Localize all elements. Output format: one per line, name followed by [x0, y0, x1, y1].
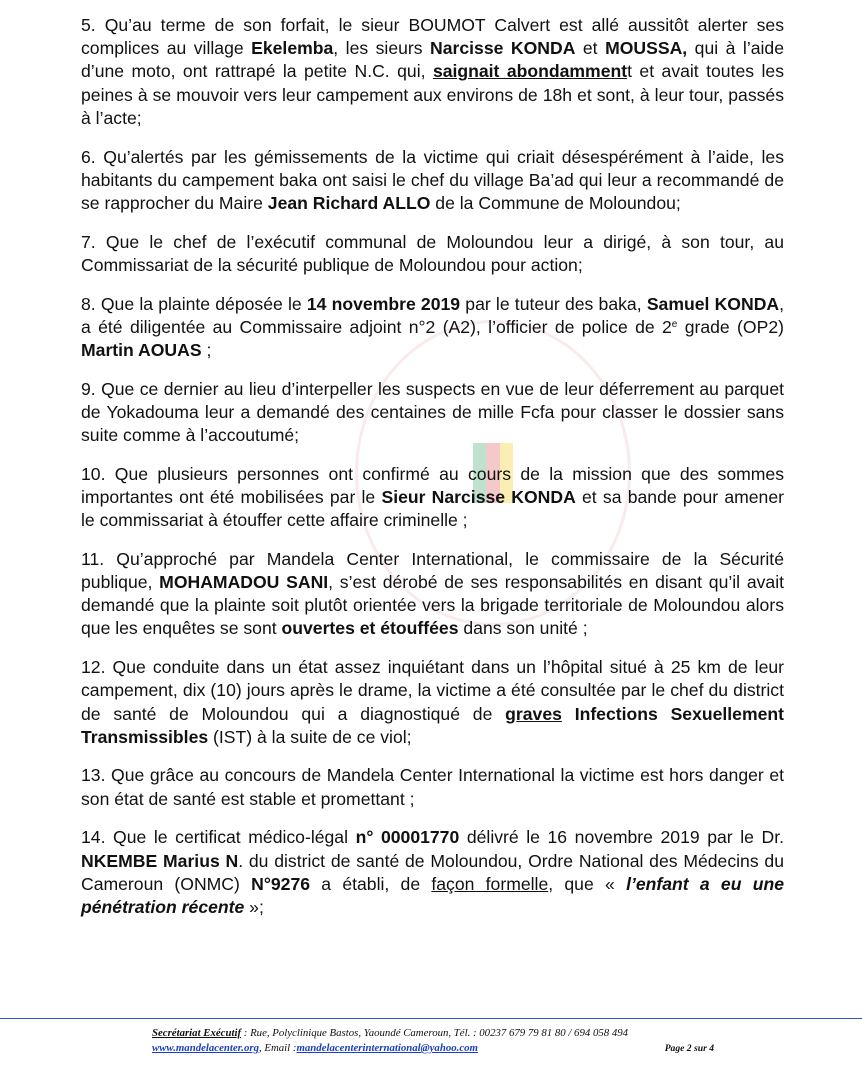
page-footer — [152, 1026, 752, 1056]
paragraph-10: 10. Que plusieurs personnes ont confirmé au cours de la mission que des sommes importantes ont été mobilisées par le Sieur Narcisse KONDA et sa bande pour amener le commissariat à étouffer cette affaire criminelle ; — [81, 463, 784, 531]
footer-contacts: www.mandelacenter.org , Email : mandelacenterinternational@yahoo.com — [152, 1042, 478, 1054]
paragraph-5: 5. Qu’au terme de son forfait, le sieur BOUMOT Calvert est allé aussitôt alerter ses complices au village Ekelemba, les sieurs Narcisse KONDA et MOUSSA, qui à l’aide d’une moto, ont rattrapé la petite N.C. qui, saignait abondammentt et avait toutes les peines à se mouvoir vers leur campement aux environs de 18h et sont, à leur tour, passés à l’acte; — [81, 15, 784, 128]
paragraph-14: 14. Que le certificat médico-légal n° 00001770 délivré le 16 novembre 2019 par le Dr. NKEMBE Marius N. du district de santé de Moloundou, Ordre National des Médecins du Cameroun (ONMC) N°9276 a établi, de façon formelle, que « l’enfant a eu une pénétration récente »; — [81, 827, 784, 917]
document-body — [81, 14, 784, 935]
website-link[interactable]: www.mandelacenter.org — [152, 1042, 259, 1054]
footer-address: Secrétariat Exécutif : Rue, Polyclinique Bastos, Yaoundé Cameroun, Tél. : 00237 679 79 81 80 / 694 058 494 — [152, 1027, 629, 1039]
paragraph-7: 7. Que le chef de l’exécutif communal de Moloundou leur a dirigé, à son tour, au Commissariat de la sécurité publique de Moloundou pour action; — [81, 231, 784, 275]
paragraph-6: 6. Qu’alertés par les gémissements de la victime qui criait désespérément à l’aide, les habitants du campement baka ont saisi le chef du village Ba’ad qui leur a recommandé de se rapprocher du Maire Jean Richard ALLO de la Commune de Moloundou; — [81, 146, 784, 213]
footer-rule — [0, 1018, 862, 1019]
paragraph-9: 9. Que ce dernier au lieu d’interpeller les suspects en vue de leur déferrement au parquet de Yokadouma leur a demandé des centaines de mille Fcfa pour classer le dossier sans suite comme à l’accoutumé; — [81, 378, 784, 446]
page-number: Page 2 sur 4 — [664, 1043, 714, 1054]
email-link[interactable]: mandelacenterinternational@yahoo.com — [296, 1042, 478, 1054]
paragraph-13: 13. Que grâce au concours de Mandela Center International la victime est hors danger et son état de santé est stable et promettant ; — [81, 765, 784, 809]
paragraph-12: 12. Que conduite dans un état assez inquiétant dans un l’hôpital situé à 25 km de leur campement, dix (10) jours après le drame, la victime a été consultée par le chef du district de santé de Moloundou qui a diagnostiqué de graves Infections Sexuellement Transmissibles (IST) à la suite de ce viol; — [81, 657, 784, 747]
paragraph-8: 8. Que la plainte déposée le 14 novembre 2019 par le tuteur des baka, Samuel KONDA, a été diligentée au Commissaire adjoint n°2 (A2), l’officier de police de 2e grade (OP2) Martin AOUAS ; — [81, 293, 784, 360]
paragraph-11: 11. Qu’approché par Mandela Center International, le commissaire de la Sécurité publique, MOHAMADOU SANI, s’est dérobé de ses responsabilités en disant qu’il avait demandé que la plainte soit plutôt orientée vers la brigade territoriale de Moloundou alors que les enquêtes se sont ouvertes et étouffées dans son unité ; — [81, 548, 785, 639]
